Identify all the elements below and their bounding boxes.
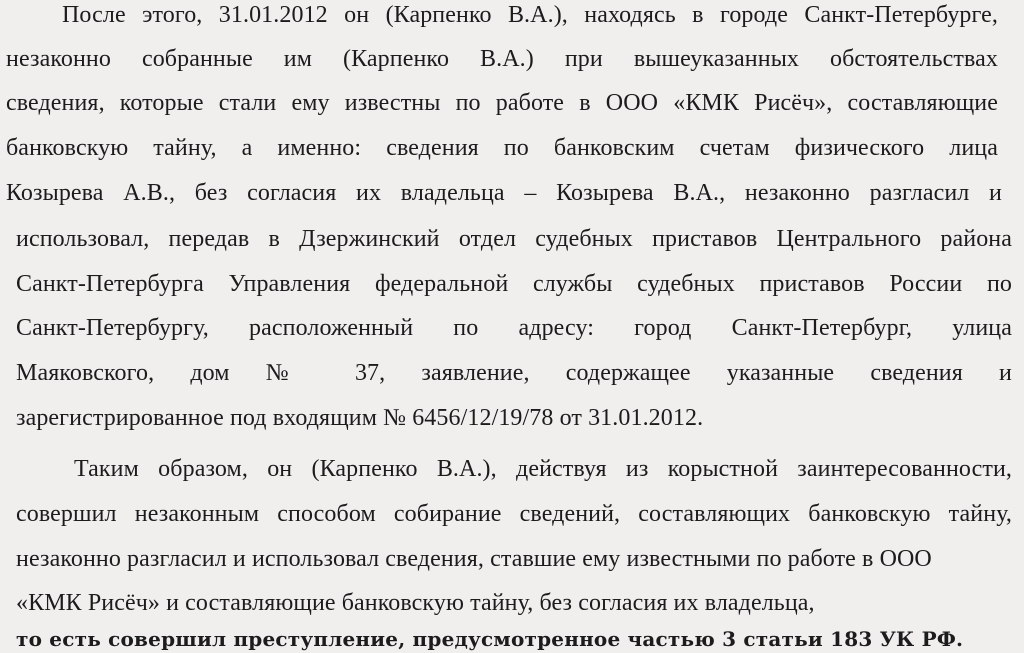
conclusion-line: то есть совершил преступление, предусмотренное частью 3 статьи 183 УК РФ. — [16, 627, 964, 651]
paragraph-1-line-1: После этого, 31.01.2012 он (Карпенко В.А.), находясь в городе Санкт-Петербурге, — [62, 2, 998, 28]
paragraph-1-line-8: Санкт-Петербургу, расположенный по адресу: город Санкт-Петербург, улица — [16, 315, 1012, 341]
paragraph-1-line-7: Санкт-Петербурга Управления федеральной службы судебных приставов России по — [16, 271, 1012, 297]
paragraph-1-line-6: использовал, передав в Дзержинский отдел судебных приставов Центрального района — [16, 226, 1012, 252]
paragraph-1-line-5: Козырева А.В., без согласия их владельца – Козырева В.А., незаконно разгласил и — [6, 180, 1002, 206]
paragraph-1-line-4: банковскую тайну, а именно: сведения по банковским счетам физического лица — [6, 135, 998, 161]
paragraph-1-line-2: незаконно собранные им (Карпенко В.А.) при вышеуказанных обстоятельствах — [6, 46, 998, 72]
paragraph-1-line-3: сведения, которые стали ему известны по работе в ООО «КМК Рисёч», составляющие — [6, 90, 998, 116]
paragraph-2-line-2: совершил незаконным способом собирание сведений, составляющих банковскую тайну, — [16, 501, 1012, 527]
paragraph-2-line-4: «КМК Рисёч» и составляющие банковскую тайну, без согласия их владельца, — [16, 590, 815, 616]
paragraph-2-line-3: незаконно разгласил и использовал сведения, ставшие ему известными по работе в ООО — [16, 546, 932, 572]
paragraph-2-line-1: Таким образом, он (Карпенко В.А.), действуя из корыстной заинтересованности, — [74, 456, 1012, 482]
paragraph-1-line-10: зарегистрированное под входящим № 6456/12/19/78 от 31.01.2012. — [16, 405, 704, 431]
paragraph-1-line-9: Маяковского, дом № 37, заявление, содержащее указанные сведения и — [16, 360, 1012, 386]
